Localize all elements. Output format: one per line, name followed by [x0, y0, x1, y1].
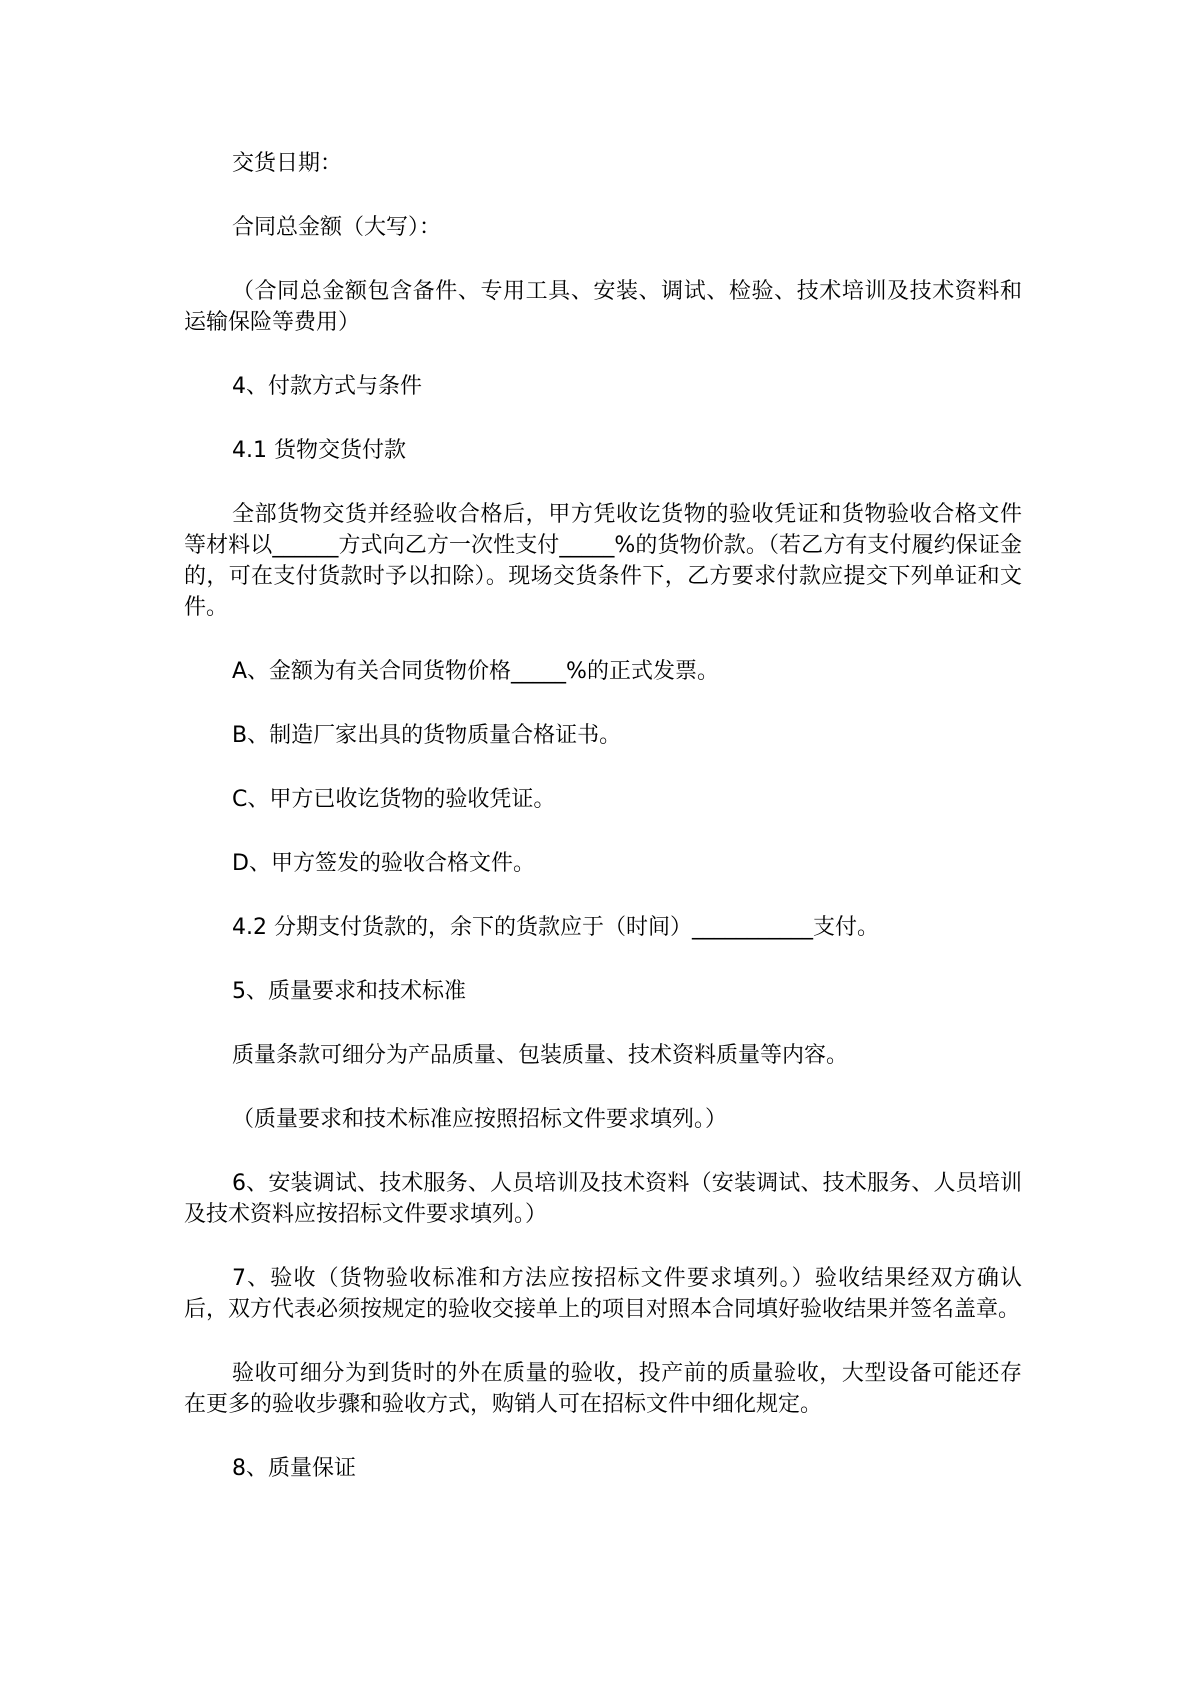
delivery-date-line: 交货日期：: [232, 151, 343, 176]
section-4-heading: 4、付款方式与条件: [232, 374, 422, 399]
total-amount-line: 合同总金额（大写）：: [232, 215, 442, 240]
section-8-heading: 8、质量保证: [232, 1456, 356, 1481]
section-4-1-body: 全部货物交货并经验收合格后，甲方凭收讫货物的验收凭证和货物验收合格文件等材料以______方式向乙方一次性支付_____%的货物价款。（若乙方有支付履约保证金的，可在支付货款时予以扣除）。现场交货条件下，乙方要求付款应提交下列单证和文件。: [184, 502, 1022, 620]
item-b: B、制造厂家出具的货物质量合格证书。: [232, 723, 622, 748]
section-4-2: 4.2 分期支付货款的，余下的货款应于（时间）___________支付。: [232, 915, 879, 940]
section-5-body: 质量条款可细分为产品质量、包装质量、技术资料质量等内容。: [232, 1043, 849, 1068]
item-a: A、金额为有关合同货物价格_____%的正式发票。: [232, 659, 719, 684]
section-5-heading: 5、质量要求和技术标准: [232, 979, 466, 1004]
section-5-note: （质量要求和技术标准应按照招标文件要求填列。）: [232, 1107, 728, 1132]
section-6: 6、安装调试、技术服务、人员培训及技术资料（安装调试、技术服务、人员培训及技术资料应按招标文件要求填列。）: [184, 1171, 1022, 1227]
section-7: 7、验收（货物验收标准和方法应按招标文件要求填列。）验收结果经双方确认后，双方代表必须按规定的验收交接单上的项目对照本合同填好验收结果并签名盖章。: [184, 1266, 1022, 1322]
section-7-note: 验收可细分为到货时的外在质量的验收，投产前的质量验收，大型设备可能还存在更多的验收步骤和验收方式，购销人可在招标文件中细化规定。: [184, 1361, 1022, 1417]
total-amount-note: （合同总金额包含备件、专用工具、安装、调试、检验、技术培训及技术资料和运输保险等费用）: [184, 279, 1022, 335]
item-d: D、甲方签发的验收合格文件。: [232, 851, 535, 876]
item-c: C、甲方已收讫货物的验收凭证。: [232, 787, 556, 812]
document-body: [184, 148, 1022, 1517]
section-4-1-heading: 4.1 货物交货付款: [232, 438, 406, 463]
